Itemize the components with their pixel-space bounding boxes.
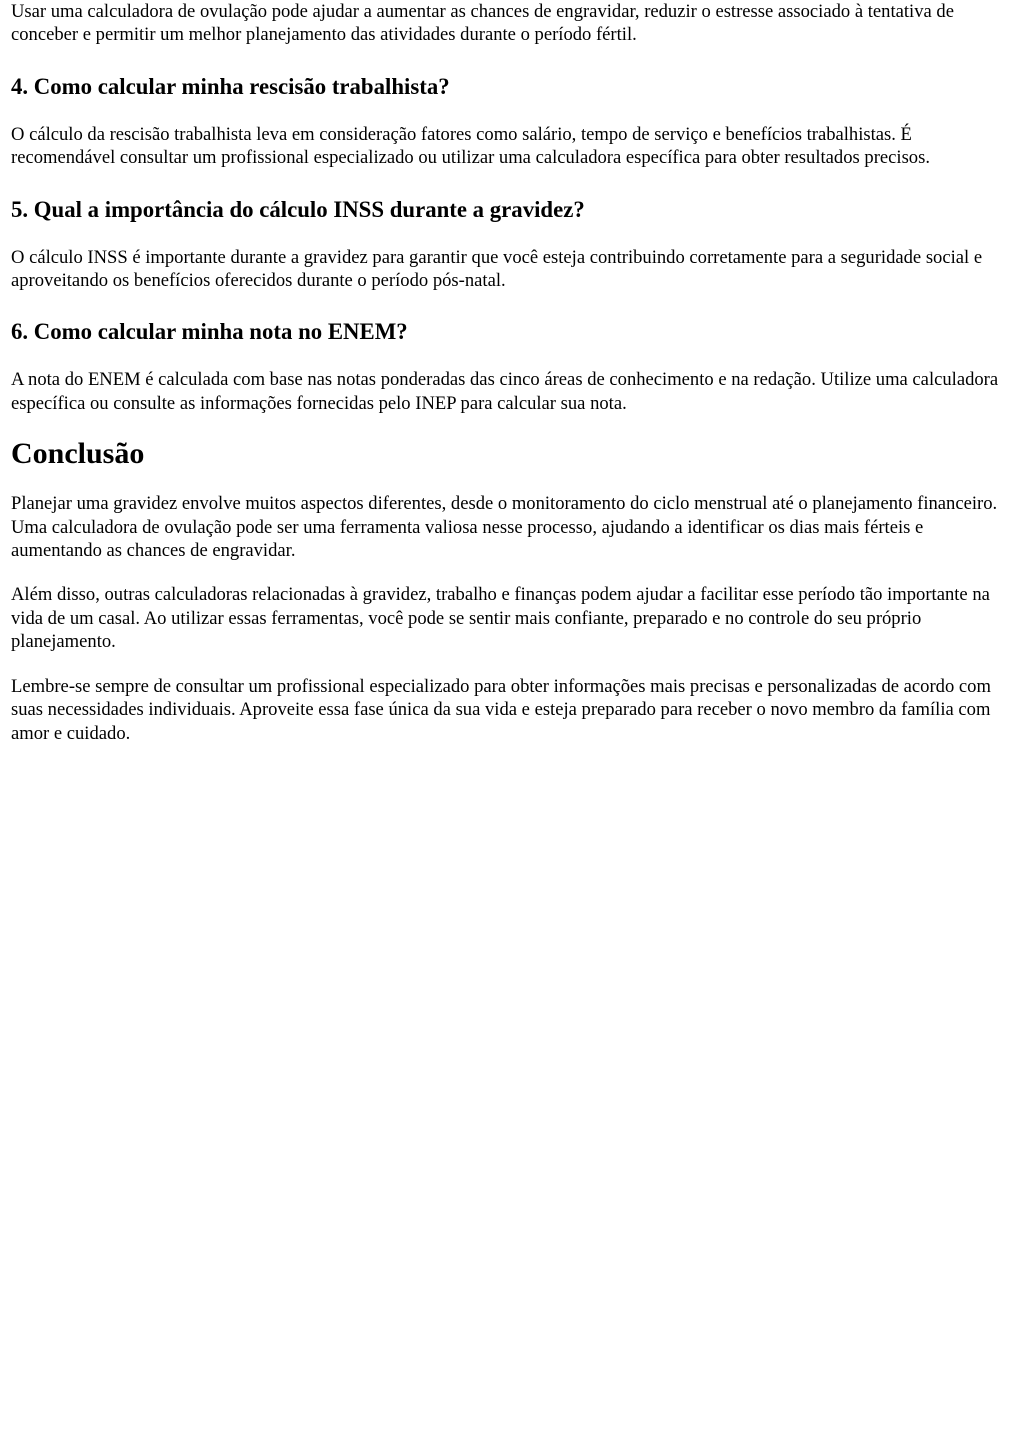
- conclusion-paragraph-1: Planejar uma gravidez envolve muitos aspectos diferentes, desde o monitoramento do ciclo menstrual até o planejamento financeiro. Uma calculadora de ovulação pode ser uma ferramenta valiosa nesse processo, ajudando a identificar os dias mais férteis e aumentando as chances de engravidar.: [11, 493, 998, 562]
- conclusion-heading: Conclusão: [11, 437, 145, 471]
- faq-answer-4: O cálculo da rescisão trabalhista leva em consideração fatores como salário, tempo de serviço e benefícios trabalhistas. É recomendável consultar um profissional especializado ou utilizar uma calculadora específica para obter resultados precisos.: [11, 123, 930, 169]
- faq-answer-6: A nota do ENEM é calculada com base nas notas ponderadas das cinco áreas de conhecimento e na redação. Utilize uma calculadora específica ou consulte as informações fornecidas pelo INEP para calcular sua nota.: [11, 369, 999, 414]
- faq-question-6: 6. Como calcular minha nota no ENEM?: [11, 319, 408, 345]
- conclusion-paragraph-3: Lembre-se sempre de consultar um profissional especializado para obter informações mais precisas e personalizadas de acordo com suas necessidades individuais. Aproveite essa fase única da sua vida e esteja preparado para receber o novo membro da família com amor e cuidado.: [11, 675, 991, 744]
- faq-question-4: 4. Como calcular minha rescisão trabalhista?: [11, 73, 450, 99]
- intro-paragraph: Usar uma calculadora de ovulação pode ajudar a aumentar as chances de engravidar, reduzir o estresse associado à tentativa de conceber e permitir um melhor planejamento das atividades durante o período fértil.: [11, 1, 954, 46]
- faq-question-5: 5. Qual a importância do cálculo INSS durante a gravidez?: [11, 196, 585, 222]
- conclusion-paragraph-2: Além disso, outras calculadoras relacionadas à gravidez, trabalho e finanças podem ajudar a facilitar esse período tão importante na vida de um casal. Ao utilizar essas ferramentas, você pode se sentir mais confiante, preparado e no controle do seu próprio planejamento.: [11, 584, 990, 653]
- faq-answer-5: O cálculo INSS é importante durante a gravidez para garantir que você esteja contribuindo corretamente para a seguridade social e aproveitando os benefícios oferecidos durante o período pós-natal.: [11, 246, 983, 292]
